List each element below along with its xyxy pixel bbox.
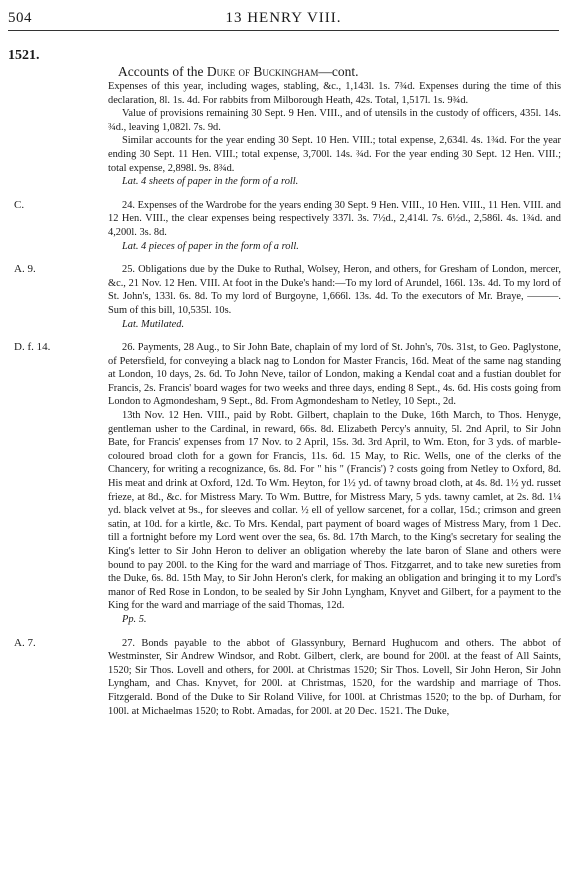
entry-ref: A. 7.	[14, 636, 36, 649]
entry-note: Lat. 4 pieces of paper in the form of a roll.	[122, 240, 299, 252]
intro-paragraph: Value of provisions remaining 30 Sept. 9 Hen. VIII., and of utensils in the custody of officers, 435l. 14s. ¾d., leaving 1,082l. 7s. 9d.	[108, 108, 561, 133]
entry-ref: D. f. 14.	[14, 341, 51, 354]
entry-note: Pp. 5.	[122, 613, 147, 625]
entry-paragraph: 26. Payments, 28 Aug., to Sir John Bate, chaplain of my lord of St. John's, 70s. 31st, to Geo. Paglystone, of Petersfield, for conveying a black nag to London for Master Francis, 16d. Meat of the same nag standing at London, 10 days, 2s. 6d. To John Neve, tailor of London, making a Kendal coat and a fustian doublet for Francis, 2s. Francis' board wages for two weeks and three days, ending 8 Sept., 4s. 6d. His costs going from London to Agmondesham, 9 Sept., 8d. From Agmondesham to Netley, 10 Sept., 2d.	[108, 342, 561, 408]
intro-paragraph: Similar accounts for the year ending 30 Sept. 10 Hen. VIII.; total expense, 2,634l. 4s. 1¾d. For the year ending 30 Sept. 11 Hen. VIII.; total expense, 3,700l. 14s. ¾d. For the year ending 30 Sept. 12 Hen. VIII.; total expense, 2,898l. 9s. 8¾d.	[108, 135, 561, 174]
entry-paragraph: 13th Nov. 12 Hen. VIII., paid by Robt. Gilbert, chaplain to the Duke, 16th March, to Thos. Henyge, gentleman usher to the Cardinal, in reward, 66s. 8d. Elizabeth Percy's annuity, 5l. 2nd April, to Sir John Bate, for Francis' expenses from 17 Nov. to 2 April, 15s. 3d. 3rd April, to Wm. Eton, for 3 yds. of marble-coloured broad cloth for a gown for Francis, 11s. 6d. 15 May, to Ric. Wells, one of the clerks of the Chancery, for writing a recognizance, 6s. 8d. For " his " (Francis') ? costs going from Netley to Oxford, 8d. His meat and drink at Oxford, 12d. To Wm. Heyton, for 1½ yd. of tawny broad cloth, at 4s. 8d. 1½ yd. russet frieze, at 8d., &c. for Mistress Mary. To Wm. Buttre, for Mistress Mary, 5 yds. tawny camlet, at 2s. 8d. 1¼ yd. black velvet at 9s., for sleeves and collar. ½ ell of yellow sarcenet, for a collar, 15d.; crimson and green satin, at 10d. for a kirtle, &c. To Mrs. Kendal, part payment of board wages of Mistress Mary, from 1 Dec. till a fortnight before my Lord went over the sea, 6s. 8d. 17th March, to the King's secretary for sealing the King's letter to Sir John Heron to deliver an obligation whereby the late baron of Slane and others were bound to pay 200l. to the King for the ward and marriage of Thos. Fitzgarret, and to take new sureties from the Duke, 6s. 8d. 15th May, to Sir John Heron's clerk, for making an obligation and bringing it to my Lord's manor of Red Rose in London, to be sealed by Sir John Lyngham, Knyvet and Gilbert, for a payment to the King for the ward and marriage of the said Thomas, 12d.	[108, 410, 561, 612]
section-heading-name: Duke of Buckingham	[206, 64, 319, 79]
intro-block	[8, 80, 561, 189]
entry-paragraph: 24. Expenses of the Wardrobe for the years ending 30 Sept. 9 Hen. VIII., 10 Hen. VIII., 11 Hen. VIII. and 12 Hen. VIII., the clear expenses being respectively 337l. 3s. 7½d., 2,414l. 7s. 6½d., 2,586l. 4s. 1¾d. and 4,200l. 3s. 8d.	[108, 199, 561, 238]
entry-24	[8, 199, 561, 253]
entry-paragraph: 27. Bonds payable to the abbot of Glassynbury, Bernard Hughucom and others. The abbot of Westminster, Sir Andrew Windsor, and Robt. Gilbert, clerk, are bound for 200l. at the feast of All Saints, 1520; Sir Thos. Lovell and others, for 200l. at Christmas 1520; Sir Thos. Lovell, Sir John Heron, Sir John Lyngham, and Chas. Knyvet, for 200l. at Christmas, 1520, for the wardship and marriage of Thos. Fitzgerald. Bond of the Duke to Sir Roland Vilive, for 100l. at Christmas 1520; to the bp. of Durham, for 100l. at Michaelmas 1520; to Robt. Amadas, for 200l. at 20 Dec. 1521. The Duke,	[108, 637, 561, 717]
year-label: 1521.	[8, 48, 40, 63]
page-number: 504	[8, 10, 32, 26]
entry-27	[8, 637, 561, 719]
entry-26	[8, 341, 561, 626]
running-title: 13 HENRY VIII.	[225, 10, 342, 26]
entry-ref: A. 9.	[14, 263, 36, 276]
section-heading-suffix: —cont.	[318, 64, 359, 79]
header-rule	[8, 30, 559, 31]
page-header	[0, 6, 567, 30]
intro-paragraph: Expenses of this year, including wages, stabling, &c., 1,143l. 1s. 7¾d. Expenses during the time of this declaration, 8l. 1s. 4d. For rabbits from Milborough Heath, 42s. Total, 1,517l. 1s. 9¾d.	[108, 81, 561, 106]
intro-note: Lat. 4 sheets of paper in the form of a roll.	[122, 176, 299, 188]
section-heading-prefix: Accounts of the	[118, 64, 207, 79]
document-body	[8, 80, 561, 718]
entry-25	[8, 263, 561, 331]
entry-note: Lat. Mutilated.	[122, 318, 185, 330]
entry-paragraph: 25. Obligations due by the Duke to Ruthal, Wolsey, Heron, and others, for Gresham of London, mercer, &c., 21 Nov. 12 Hen. VIII. At foot in the Duke's hand:—To my lord of Arundel, 166l. 13s. 4d. To my lord of St. John's, 133l. 6s. 8d. To my lord of Burgoyne, 1,666l. 13s. 4d. To the executors of Mr. Braye, ———. Sum of this bill, 10,535l. 10s.	[108, 264, 561, 316]
entry-ref: C.	[14, 198, 25, 211]
section-heading	[118, 64, 359, 80]
